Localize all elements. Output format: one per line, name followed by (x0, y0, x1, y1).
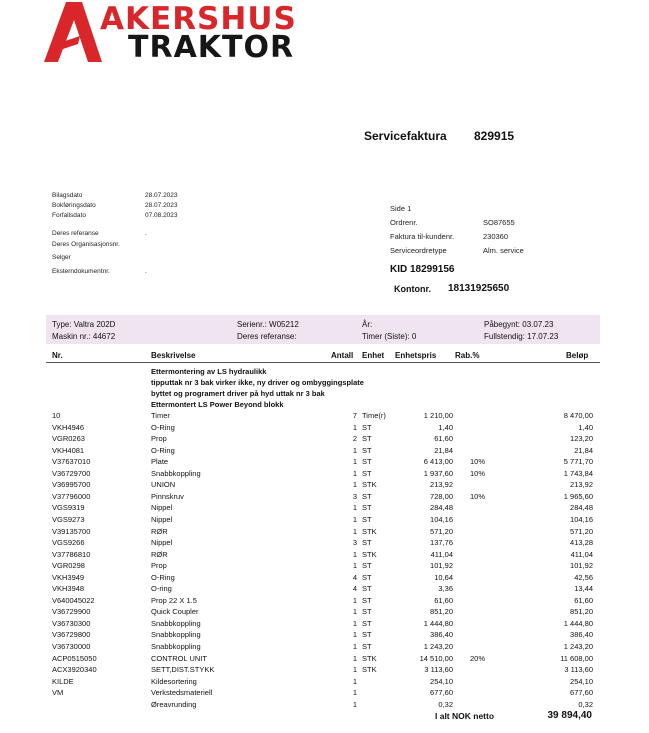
line-item-unit-price: 1 444,80 (423, 618, 453, 628)
line-item-unit-price: 137,76 (430, 538, 453, 548)
line-item-unit-price: 254,10 (430, 676, 453, 686)
line-item-description: Nippel (151, 514, 173, 524)
meta-label: Eksterndokumentnr. (52, 268, 110, 275)
line-item-unit-price: 677,60 (430, 688, 453, 698)
line-item-unit-price: 3,36 (438, 584, 453, 594)
line-item-amount: 1,40 (578, 422, 593, 432)
meta-value: 28.07.2023 (145, 202, 178, 209)
header-unit: Enhet (362, 351, 385, 360)
header-unit-price: Enhetspris (395, 351, 437, 360)
table-row (0, 492, 649, 502)
line-item-quantity: 4 (352, 584, 357, 594)
line-item-quantity: 1 (352, 503, 357, 513)
table-row (0, 688, 649, 698)
start-date: Påbegynt: 03.07.23 (484, 320, 554, 329)
line-item-amount: 5 771,70 (563, 457, 593, 467)
line-item-number: KILDE (52, 676, 74, 686)
line-item-unit-price: 411,04 (430, 549, 453, 559)
machine-year: År: (362, 320, 373, 329)
meta-label: Forfallsdato (52, 212, 86, 219)
line-item-quantity: 1 (352, 607, 357, 617)
line-item-unit-price: 101,92 (430, 561, 453, 571)
kid-number: KID 18299156 (390, 264, 455, 275)
meta-value: . (145, 268, 147, 275)
table-row (0, 584, 649, 594)
line-item-unit: ST (362, 503, 372, 513)
line-item-unit-price: 1,40 (438, 422, 453, 432)
table-row (0, 642, 649, 652)
table-row (0, 457, 649, 467)
line-item-unit-price: 6 413,00 (423, 457, 453, 467)
table-row (0, 503, 649, 513)
line-item-number: ACX3920340 (52, 665, 97, 675)
line-item-unit: ST (362, 618, 372, 628)
line-item-amount: 413,28 (570, 538, 593, 548)
table-row (0, 677, 649, 687)
table-row (0, 573, 649, 583)
line-item-unit-price: 104,16 (430, 514, 453, 524)
line-item-description: RØR (151, 526, 168, 536)
machine-hours: Timer (Siste): 0 (362, 332, 417, 341)
order-no-label: Ordrenr. (390, 218, 418, 227)
work-note: byttet og programert driver på hyd uttak nr 3 bak (151, 389, 325, 398)
meta-row (52, 201, 178, 211)
line-item-quantity: 1 (352, 642, 357, 651)
line-item-number: V37796000 (52, 491, 91, 501)
line-item-number: VGR0263 (52, 434, 85, 444)
line-item-amount: 284,48 (570, 503, 593, 513)
line-item-quantity: 1 (352, 618, 357, 628)
line-item-unit: STK (362, 653, 377, 663)
line-item-amount: 123,20 (570, 434, 593, 444)
line-item-amount: 101,92 (570, 561, 593, 571)
line-item-unit-price: 851,20 (430, 607, 453, 617)
line-item-quantity: 1 (352, 630, 357, 640)
meta-value: . (145, 230, 147, 237)
line-item-quantity: 1 (352, 514, 357, 524)
meta-label: Bilagsdato (52, 192, 83, 199)
completed-date: Fullstendig: 17.07.23 (484, 332, 559, 341)
work-note: tipputtak nr 3 bak virker ikke, ny driver og ombyggingsplate (151, 378, 364, 387)
line-item-unit-price: 14 510,00 (419, 653, 453, 663)
line-item-amount: 1 243,20 (563, 642, 593, 651)
customer-no-label: Faktura til-kundenr. (390, 232, 455, 241)
meta-row (52, 267, 147, 277)
line-item-description: Quick Coupler (151, 607, 199, 617)
logo-a-icon (44, 2, 104, 64)
line-item-unit: STK (362, 480, 377, 490)
line-item-number: V36729900 (52, 607, 91, 617)
table-row (0, 561, 649, 571)
line-item-quantity: 7 (352, 411, 357, 420)
line-item-description: Verkstedsmateriell (151, 688, 213, 698)
line-item-description: Snabbkoppling (151, 630, 201, 640)
line-item-unit: ST (362, 445, 372, 455)
invoice-title: Servicefaktura (364, 129, 447, 143)
line-item-number: 10 (52, 411, 61, 420)
table-row (0, 630, 649, 640)
line-item-amount: 851,20 (570, 607, 593, 617)
line-item-unit-price: 61,60 (434, 595, 453, 605)
line-item-number: V640045022 (52, 595, 95, 605)
line-item-description: Snabbkoppling (151, 468, 201, 478)
line-item-number: V36730300 (52, 618, 91, 628)
line-item-discount: 10% (470, 468, 486, 478)
meta-row (52, 211, 178, 221)
line-item-unit: ST (362, 514, 372, 524)
line-item-number: VGS9273 (52, 514, 85, 524)
total-value: 39 894,40 (547, 710, 592, 721)
line-item-discount: 10% (470, 457, 486, 467)
work-note: Ettermontert LS Power Beyond blokk (151, 400, 284, 409)
line-item-unit-price: 3 113,60 (424, 665, 453, 675)
meta-label: Deres referanse (52, 230, 99, 237)
line-item-amount: 3 113,60 (564, 665, 593, 675)
line-item-unit: ST (362, 630, 372, 640)
line-item-quantity: 1 (352, 688, 357, 698)
line-item-description: Kildesortering (151, 676, 197, 686)
line-item-description: Plate (151, 457, 169, 467)
table-row (0, 700, 649, 710)
line-item-description: O-ring (151, 584, 172, 594)
line-item-unit-price: 284,48 (430, 503, 453, 513)
line-item-unit: ST (362, 434, 372, 444)
line-item-discount: 10% (470, 491, 486, 501)
line-item-quantity: 1 (352, 561, 357, 571)
line-item-discount: 20% (470, 653, 486, 663)
meta-row (52, 240, 120, 250)
line-item-description: Øreavrunding (151, 699, 197, 709)
meta-label: Selger (52, 254, 71, 261)
line-item-description: Nippel (151, 538, 173, 548)
line-item-amount: 13,44 (574, 584, 593, 594)
line-item-quantity: 1 (352, 549, 357, 559)
line-item-quantity: 1 (352, 468, 357, 478)
account-value: 18131925650 (448, 283, 510, 294)
table-row (0, 665, 649, 675)
line-item-unit-price: 21,84 (434, 445, 453, 455)
line-item-amount: 571,20 (570, 526, 593, 536)
account-label: Kontonr. (394, 284, 431, 294)
line-item-amount: 1 965,60 (563, 491, 593, 501)
meta-label: Deres Organisasjonsnr. (52, 241, 120, 248)
machine-reference: Deres referanse: (237, 332, 297, 341)
line-item-unit: STK (362, 665, 377, 675)
line-item-number: V36729800 (52, 630, 91, 640)
line-item-quantity: 1 (352, 653, 357, 663)
table-row (0, 607, 649, 617)
line-item-amount: 8 470,00 (563, 411, 593, 420)
line-item-unit: ST (362, 457, 372, 467)
line-item-unit-price: 728,00 (430, 491, 453, 501)
line-item-number: VGR0298 (52, 561, 85, 571)
table-row (0, 469, 649, 479)
meta-row (52, 253, 71, 263)
line-item-number: V36729700 (52, 468, 91, 478)
line-item-description: UNION (151, 480, 176, 490)
line-item-unit: ST (362, 595, 372, 605)
meta-value: 07.08.2023 (145, 212, 178, 219)
table-row (0, 411, 649, 421)
line-item-quantity: 1 (352, 665, 357, 675)
line-item-amount: 1 444,80 (563, 618, 593, 628)
customer-no-value: 230360 (483, 232, 509, 241)
line-item-description: Timer (151, 411, 170, 420)
line-item-amount: 213,92 (570, 480, 593, 490)
machine-number: Maskin nr.: 44672 (52, 332, 116, 341)
line-item-amount: 254,10 (570, 676, 593, 686)
line-item-description: Prop (151, 434, 167, 444)
line-item-quantity: 2 (352, 434, 357, 444)
line-item-quantity: 4 (352, 572, 357, 582)
table-row (0, 480, 649, 490)
line-item-quantity: 1 (352, 595, 357, 605)
line-item-number: V39135700 (52, 526, 91, 536)
line-item-quantity: 1 (352, 445, 357, 455)
line-item-unit: ST (362, 584, 372, 594)
line-item-quantity: 1 (352, 526, 357, 536)
line-item-number: V37786810 (52, 549, 91, 559)
line-item-unit: STK (362, 526, 377, 536)
line-item-unit: ST (362, 422, 372, 432)
line-item-unit-price: 213,92 (430, 480, 453, 490)
table-row (0, 550, 649, 560)
line-item-description: O-Ring (151, 445, 175, 455)
line-item-amount: 21,84 (574, 445, 593, 455)
line-item-number: VKH4946 (52, 422, 85, 432)
header-discount: Rab.% (455, 351, 480, 360)
line-item-amount: 411,04 (570, 549, 593, 559)
header-amount: Beløp (566, 351, 589, 360)
line-item-description: Snabbkoppling (151, 618, 201, 628)
table-row (0, 619, 649, 629)
table-row (0, 515, 649, 525)
table-row (0, 527, 649, 537)
line-item-description: O-Ring (151, 572, 175, 582)
line-item-unit-price: 1 210,00 (423, 411, 453, 420)
line-item-description: Nippel (151, 503, 173, 513)
header-description: Beskrivelse (151, 351, 196, 360)
line-item-amount: 0,32 (578, 699, 593, 709)
line-item-unit-price: 1 243,20 (423, 642, 453, 651)
logo-line1: AKERSHUS (100, 1, 297, 37)
line-item-unit: ST (362, 642, 372, 651)
invoice-number: 829915 (474, 129, 515, 143)
line-item-unit-price: 10,64 (434, 572, 453, 582)
line-item-quantity: 1 (352, 676, 357, 686)
line-item-number: VKH4081 (52, 445, 85, 455)
machine-type: Type: Valtra 202D (52, 320, 116, 329)
table-row (0, 596, 649, 606)
line-item-unit-price: 1 937,60 (423, 468, 453, 478)
line-item-number: VM (52, 688, 64, 698)
line-item-number: VGS9266 (52, 538, 85, 548)
line-item-amount: 677,60 (570, 688, 593, 698)
line-item-unit: ST (362, 561, 372, 571)
line-item-description: O-Ring (151, 422, 175, 432)
line-item-unit: Time(r) (362, 411, 386, 420)
line-item-description: Prop 22 X 1.5 (151, 595, 197, 605)
line-item-unit-price: 61,60 (434, 434, 453, 444)
line-item-number: ACP0515050 (52, 653, 97, 663)
line-item-description: Pinnskruv (151, 491, 184, 501)
serial-number: Serienr.: W05212 (237, 320, 299, 329)
meta-row (52, 191, 178, 201)
line-item-unit: STK (362, 549, 377, 559)
meta-row (52, 229, 147, 239)
line-item-number: VGS9319 (52, 503, 85, 513)
line-item-number: VKH3949 (52, 572, 85, 582)
line-item-description: SETT,DIST.STYKK (151, 665, 215, 675)
page-side: Side 1 (390, 204, 412, 213)
line-item-unit: ST (362, 607, 372, 617)
line-item-number: VKH3948 (52, 584, 85, 594)
order-no-value: SO87655 (483, 218, 515, 227)
line-item-quantity: 3 (352, 538, 357, 548)
line-item-description: RØR (151, 549, 168, 559)
left-meta (52, 191, 272, 281)
line-item-description: Prop (151, 561, 167, 571)
header-quantity: Antall (331, 351, 354, 360)
service-type-label: Serviceordretype (390, 246, 447, 255)
service-type-value: Alm. service (483, 246, 524, 255)
line-item-amount: 61,60 (574, 595, 593, 605)
line-item-unit-price: 386,40 (430, 630, 453, 640)
company-logo (44, 2, 324, 64)
table-row (0, 423, 649, 433)
line-item-amount: 104,16 (570, 514, 593, 524)
line-item-amount: 42,56 (574, 572, 593, 582)
table-row (0, 654, 649, 664)
line-item-quantity: 1 (352, 480, 357, 490)
total-label: I alt NOK netto (435, 711, 495, 721)
table-row (0, 434, 649, 444)
line-item-quantity: 1 (352, 422, 357, 432)
line-item-unit: ST (362, 491, 372, 501)
meta-label: Bokføringsdato (52, 202, 96, 209)
line-item-quantity: 1 (352, 457, 357, 467)
table-row (0, 446, 649, 456)
line-item-description: Snabbkoppling (151, 642, 201, 651)
line-item-unit: ST (362, 468, 372, 478)
header-divider (46, 362, 600, 363)
table-row (0, 538, 649, 548)
line-item-amount: 11 608,00 (560, 653, 593, 663)
line-item-unit-price: 571,20 (430, 526, 453, 536)
line-item-description: CONTROL UNIT (151, 653, 207, 663)
line-item-number: V36730000 (52, 642, 91, 651)
line-item-amount: 386,40 (570, 630, 593, 640)
line-item-unit-price: 0,32 (438, 699, 453, 709)
logo-line2: TRAKTOR (128, 30, 295, 65)
meta-value: 28.07.2023 (145, 192, 178, 199)
work-note: Ettermontering av LS hydraulikk (151, 367, 267, 376)
line-item-unit: ST (362, 572, 372, 582)
line-item-quantity: 1 (352, 699, 357, 709)
machine-info-band (46, 315, 600, 344)
line-item-number: V37637010 (52, 457, 91, 467)
line-item-quantity: 3 (352, 491, 357, 501)
line-item-unit: ST (362, 538, 372, 548)
line-item-number: V36995700 (52, 480, 91, 490)
header-nr: Nr. (52, 351, 63, 360)
line-item-amount: 1 743,84 (563, 468, 593, 478)
